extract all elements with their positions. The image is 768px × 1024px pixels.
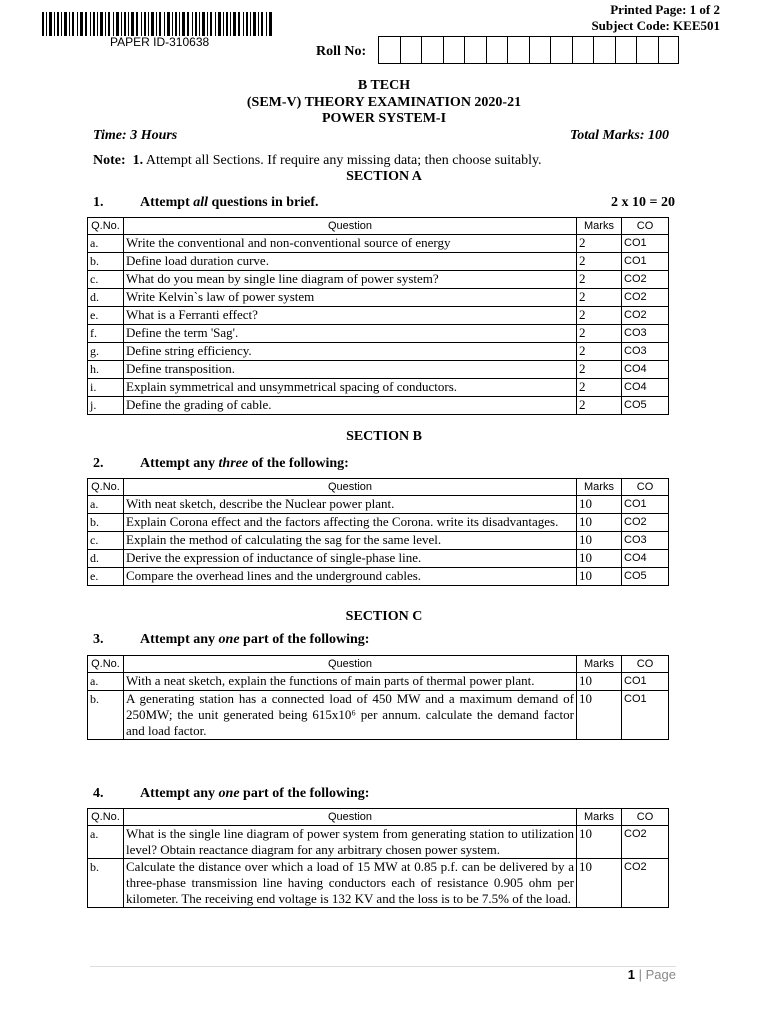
question-marks: 10 [577,514,622,532]
table-row [88,826,669,859]
question-number: f. [88,325,124,343]
header-question: Question [124,809,577,826]
question-marks: 10 [577,859,622,908]
header-co: CO [622,809,669,826]
table-row [88,361,669,379]
question-co: CO1 [622,691,669,740]
question-text: What is a Ferranti effect? [124,307,577,325]
question-marks: 10 [577,691,622,740]
question-number: e. [88,307,124,325]
question-co: CO1 [622,235,669,253]
table-row [88,235,669,253]
time: Time: 3 Hours [93,128,178,143]
table-row [88,673,669,691]
table-row [88,514,669,532]
question-text: With neat sketch, describe the Nuclear power plant. [124,496,577,514]
section-b-title: SECTION B [346,429,422,444]
page-number: 1 [627,967,635,982]
question-marks: 2 [577,271,622,289]
question-text: Define transposition. [124,361,577,379]
table-row [88,550,669,568]
question-number: b. [88,514,124,532]
table-row [88,691,669,740]
header-co: CO [622,656,669,673]
section-a-title: SECTION A [346,169,422,184]
question-number: a. [88,826,124,859]
question-number: b. [88,253,124,271]
page-footer: 1 | Page [627,967,676,982]
section-a-table [87,217,669,415]
question-co: CO1 [622,673,669,691]
question-co: CO2 [622,826,669,859]
question-co: CO3 [622,325,669,343]
question-marks: 10 [577,826,622,859]
question-number: c. [88,271,124,289]
question-marks: 10 [577,568,622,586]
table-header-row [88,809,669,826]
question-number: a. [88,235,124,253]
question-number: h. [88,361,124,379]
question-co: CO5 [622,568,669,586]
question-text: Explain the method of calculating the sag for the same level. [124,532,577,550]
time-marks-row [93,128,669,144]
header-question: Question [124,656,577,673]
question-co: CO2 [622,289,669,307]
question-text: What do you mean by single line diagram of power system? [124,271,577,289]
barcode [42,12,274,36]
question-co: CO1 [622,253,669,271]
question-marks: 10 [577,496,622,514]
page-label: Page [645,967,676,982]
question-number: j. [88,397,124,415]
question-number: g. [88,343,124,361]
question-marks: 2 [577,253,622,271]
question-marks: 2 [577,235,622,253]
header-qno: Q.No. [88,809,124,826]
question-3-heading: 3. Attempt any one part of the following: [93,632,370,647]
question-co: CO5 [622,397,669,415]
question-number: d. [88,289,124,307]
question-text: Define the grading of cable. [124,397,577,415]
section-c-title: SECTION C [345,609,423,624]
question-text: Calculate the distance over which a load of 15 MW at 0.85 p.f. can be delivered by a three-phase transmission line having conductors each of resistance 0.905 ohm per kilometer. The receiving end voltage is 132 KV and the loss is to be 7.5% of the load. [124,859,577,908]
question-marks: 2 [577,379,622,397]
question-co: CO2 [622,859,669,908]
section-a-marks: 2 x 10 = 20 [611,195,675,210]
total-marks: Total Marks: 100 [569,128,669,143]
question-number: i. [88,379,124,397]
table-row [88,307,669,325]
question-number: c. [88,532,124,550]
header-co: CO [622,218,669,235]
header-qno: Q.No. [88,656,124,673]
note-num: 1. [132,153,144,168]
header-qno: Q.No. [88,218,124,235]
header-marks: Marks [577,809,622,826]
header-question: Question [124,218,577,235]
paper-id: PAPER ID-310638 [110,35,210,49]
table-row [88,271,669,289]
question-co: CO3 [622,343,669,361]
question-2-heading: 2. Attempt any three of the following: [93,456,349,471]
subject-title: POWER SYSTEM-I [321,111,447,126]
header-marks: Marks [577,656,622,673]
roll-no-boxes[interactable] [378,36,679,64]
degree: B TECH [357,78,411,93]
table-header-row [88,656,669,673]
question-co: CO3 [622,532,669,550]
question-number: a. [88,673,124,691]
question-marks: 10 [577,532,622,550]
exam-title: (SEM-V) THEORY EXAMINATION 2020-21 [246,95,522,110]
question-marks: 2 [577,307,622,325]
question-marks: 10 [577,673,622,691]
question-text: Write Kelvin`s law of power system [124,289,577,307]
question-text: Explain symmetrical and unsymmetrical spacing of conductors. [124,379,577,397]
question-number: e. [88,568,124,586]
question-1-heading: 1. Attempt all questions in brief. 2 x 10 = 20 [93,195,675,210]
question-marks: 2 [577,361,622,379]
question-text: Derive the expression of inductance of single-phase line. [124,550,577,568]
question-number: a. [88,496,124,514]
question-co: CO2 [622,514,669,532]
page-info [591,2,720,34]
table-row [88,397,669,415]
footer-divider [90,966,676,967]
header-marks: Marks [577,479,622,496]
question-marks: 10 [577,550,622,568]
question-marks: 2 [577,397,622,415]
question-text: Define string efficiency. [124,343,577,361]
question-text: Define load duration curve. [124,253,577,271]
question-marks: 2 [577,289,622,307]
table-row [88,253,669,271]
printed-page: Printed Page: 1 of 2 [610,2,720,17]
question-text: Write the conventional and non-conventional source of energy [124,235,577,253]
table-row [88,343,669,361]
question-co: CO4 [622,550,669,568]
header-co: CO [622,479,669,496]
question-text: Compare the overhead lines and the underground cables. [124,568,577,586]
question-3-table [87,655,669,740]
question-number: b. [88,859,124,908]
question-text: Explain Corona effect and the factors affecting the Corona. write its disadvantages. [124,514,577,532]
question-co: CO2 [622,271,669,289]
table-row [88,496,669,514]
section-b-table [87,478,669,586]
question-co: CO1 [622,496,669,514]
question-marks: 2 [577,343,622,361]
header-question: Question [124,479,577,496]
table-row [88,532,669,550]
table-row [88,289,669,307]
table-header-row [88,218,669,235]
question-text: With a neat sketch, explain the functions of main parts of thermal power plant. [124,673,577,691]
table-row [88,568,669,586]
question-text: Define the term 'Sag'. [124,325,577,343]
question-number: d. [88,550,124,568]
header-marks: Marks [577,218,622,235]
question-co: CO2 [622,307,669,325]
subject-code: Subject Code: KEE501 [591,18,720,33]
question-text: A generating station has a connected load of 450 MW and a maximum demand of 250MW; the unit generated being 615x10⁶ per annum. calculate the demand factor and load factor. [124,691,577,740]
roll-no-label: Roll No: [316,44,367,59]
question-marks: 2 [577,325,622,343]
note-text: Attempt all Sections. If require any missing data; then choose suitably. [145,153,542,168]
question-co: CO4 [622,379,669,397]
table-row [88,325,669,343]
note [93,153,542,169]
note-label: Note: [93,153,126,168]
question-number: b. [88,691,124,740]
header-qno: Q.No. [88,479,124,496]
table-row [88,859,669,908]
question-co: CO4 [622,361,669,379]
question-text: What is the single line diagram of power system from generating station to utilization level? Obtain reactance diagram for any arbitrary chosen power system. [124,826,577,859]
table-header-row [88,479,669,496]
question-4-table [87,808,669,908]
question-4-heading: 4. Attempt any one part of the following: [93,786,370,801]
table-row [88,379,669,397]
